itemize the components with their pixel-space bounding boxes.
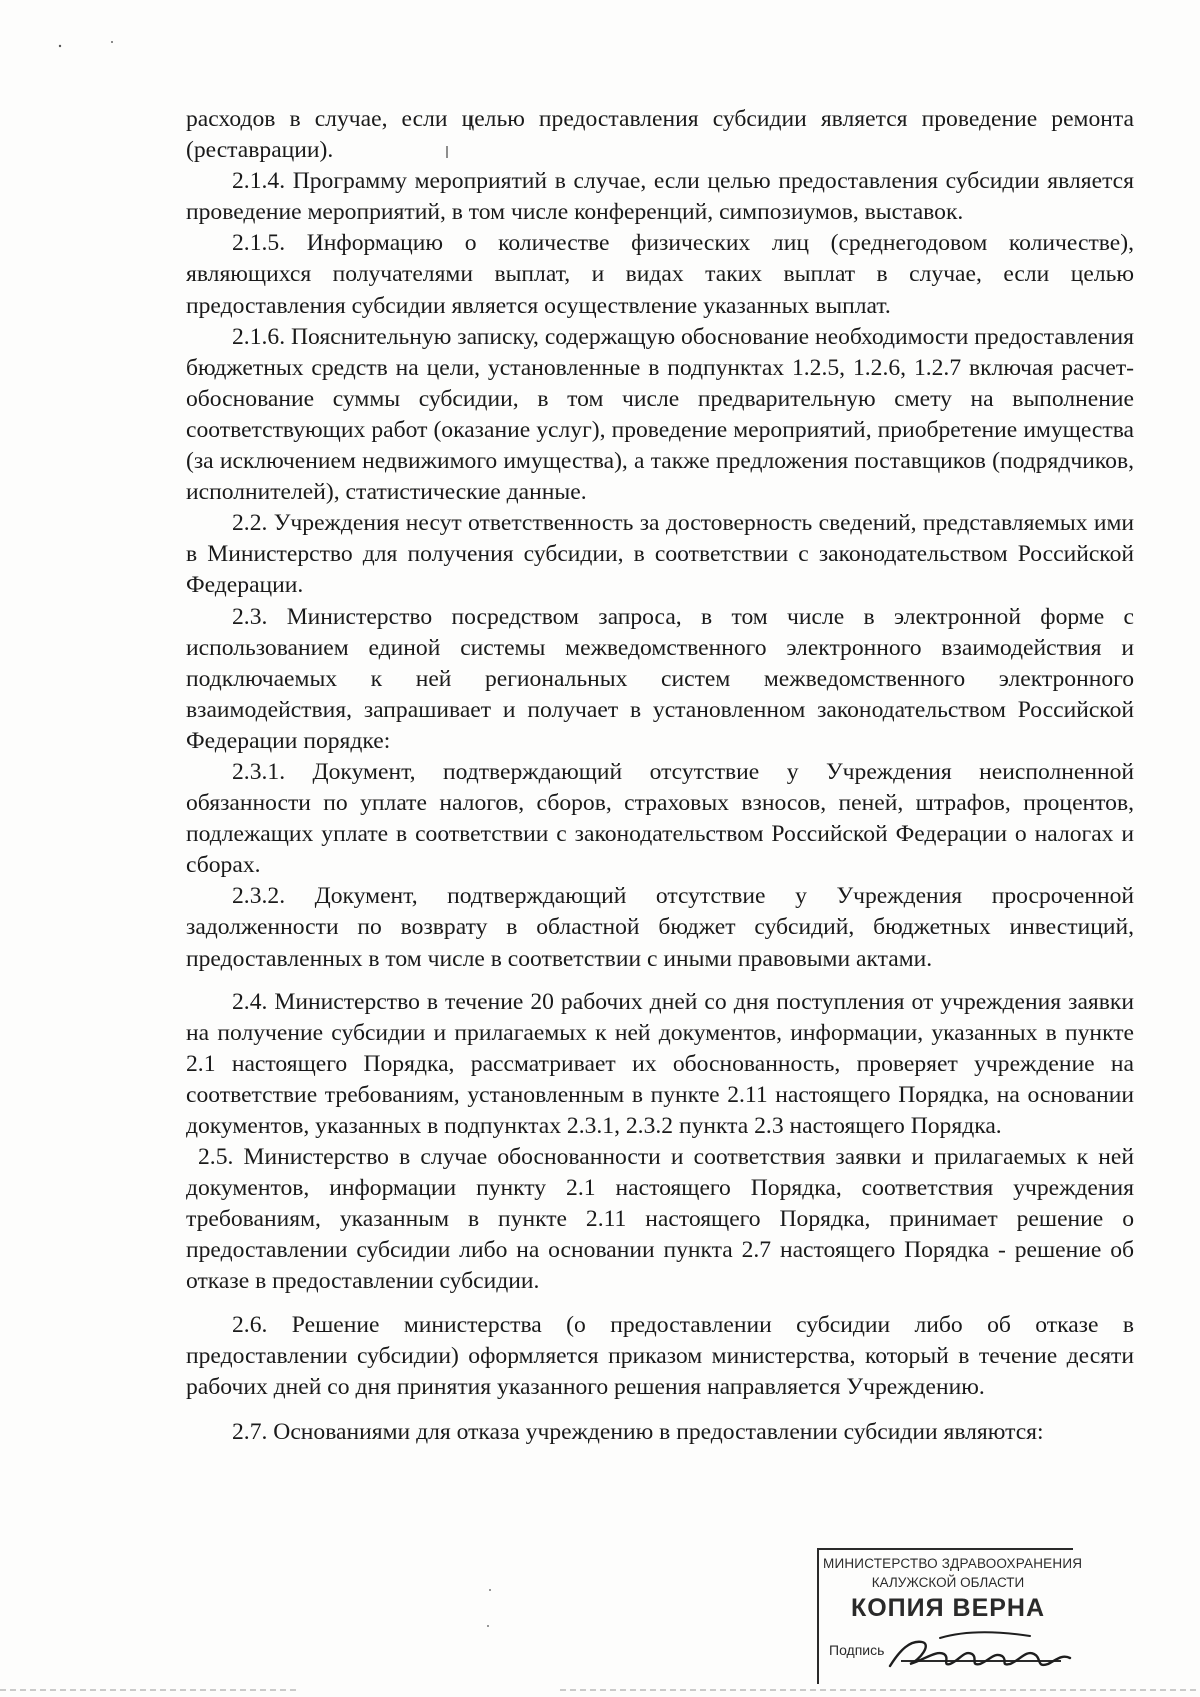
stamp-certified-copy: КОПИЯ ВЕРНА (850, 1594, 1046, 1622)
paragraph-2-2: 2.2. Учреждения несут ответственность за достоверность сведений, представляемых ими в Министерство для получения субсидии, в соответствии с законодательством Российской Федерации. (186, 510, 1134, 599)
paragraph-2-1-5: 2.1.5. Информацию о количестве физических лиц (среднегодовом количестве), являющихся получателями выплат, и видах таких выплат в случае, если целью предоставления субсидии является осуществление указанных выплат. (186, 230, 1134, 319)
stamp-signature-label: Подпись (829, 1642, 885, 1658)
document-body (186, 104, 1134, 1448)
handwritten-signature (880, 1620, 1080, 1682)
stamp-ministry: МИНИСТЕРСТВО ЗДРАВООХРАНЕНИЯ (823, 1556, 1083, 1571)
paragraph-2-1-6: 2.1.6. Пояснительную записку, содержащую обоснование необходимости предоставления бюджетных средств на цели, установленные в подпунктах 1.2.5, 1.2.6, 1.2.7 включая расчет-обоснование суммы субсидии, в том числе предварительную смету на выполнение соответствующих работ (оказание услуг), проведение мероприятий, приобретение имущества (за исключением недвижимого имущества), а также предложения поставщиков (подрядчиков, исполнителей), статистические данные. (186, 323, 1134, 506)
paragraph-continuation: расходов в случае, если целью предоставления субсидии является проведение ремонта (реставрации). (186, 106, 1134, 164)
paragraph-2-6: 2.6. Решение министерства (о предоставлении субсидии либо об отказе в предоставлении субсидии) оформляется приказом министерства, который в течение десяти рабочих дней со дня принятия указанного решения направляется Учреждению. (186, 1311, 1134, 1400)
paragraph-2-7: 2.7. Основаниями для отказа учреждению в предоставлении субсидии являются: (232, 1418, 1044, 1445)
paragraph-2-3: 2.3. Министерство посредством запроса, в том числе в электронной форме с использованием единой системы межведомственного электронного взаимодействия и подключаемых к ней региональных систем межведомственного электронного взаимодействия, запрашивает и получает в установленном законодательством Российской Федерации порядке: (186, 603, 1134, 754)
stamp-region: КАЛУЖСКОЙ ОБЛАСТИ (871, 1575, 1025, 1590)
paragraph-2-1-4: 2.1.4. Программу мероприятий в случае, если целью предоставления субсидии является проведение мероприятий, в том числе конференций, симпозиумов, выставок. (186, 168, 1134, 226)
paragraph-2-5: 2.5. Министерство в случае обоснованности и соответствия заявки и прилагаемых к ней документов, информации пункту 2.1 настоящего Порядка, соответствия учреждения требованиям, указанным в пункте 2.11 настоящего Порядка, принимает решение о предоставлении субсидии либо на основании пункта 2.7 настоящего Порядка - решение об отказе в предоставлении субсидии. (186, 1144, 1134, 1295)
paragraph-2-3-1: 2.3.1. Документ, подтверждающий отсутствие у Учреждения неисполненной обязанности по уплате налогов, сборов, страховых взносов, пеней, штрафов, процентов, подлежащих уплате в соответствии с законодательством Российской Федерации о налогах и сборах. (186, 758, 1134, 879)
paragraph-2-3-2: 2.3.2. Документ, подтверждающий отсутствие у Учреждения просроченной задолженности по возврату в областной бюджет субсидий, бюджетных инвестиций, предоставленных в том числе в соответствии с иными правовыми актами. (186, 883, 1134, 972)
paragraph-2-4: 2.4. Министерство в течение 20 рабочих дней со дня поступления от учреждения заявки на получение субсидии и прилагаемых к ней документов, информации, указанных в пункте 2.1 настоящего Порядка, рассматривает их обоснованность, проверяет учреждение на соответствие требованиям, установленным в пункте 2.11 настоящего Порядка, на основании документов, указанных в подпунктах 2.3.1, 2.3.2 пункта 2.3 настоящего Порядка. (186, 988, 1134, 1139)
